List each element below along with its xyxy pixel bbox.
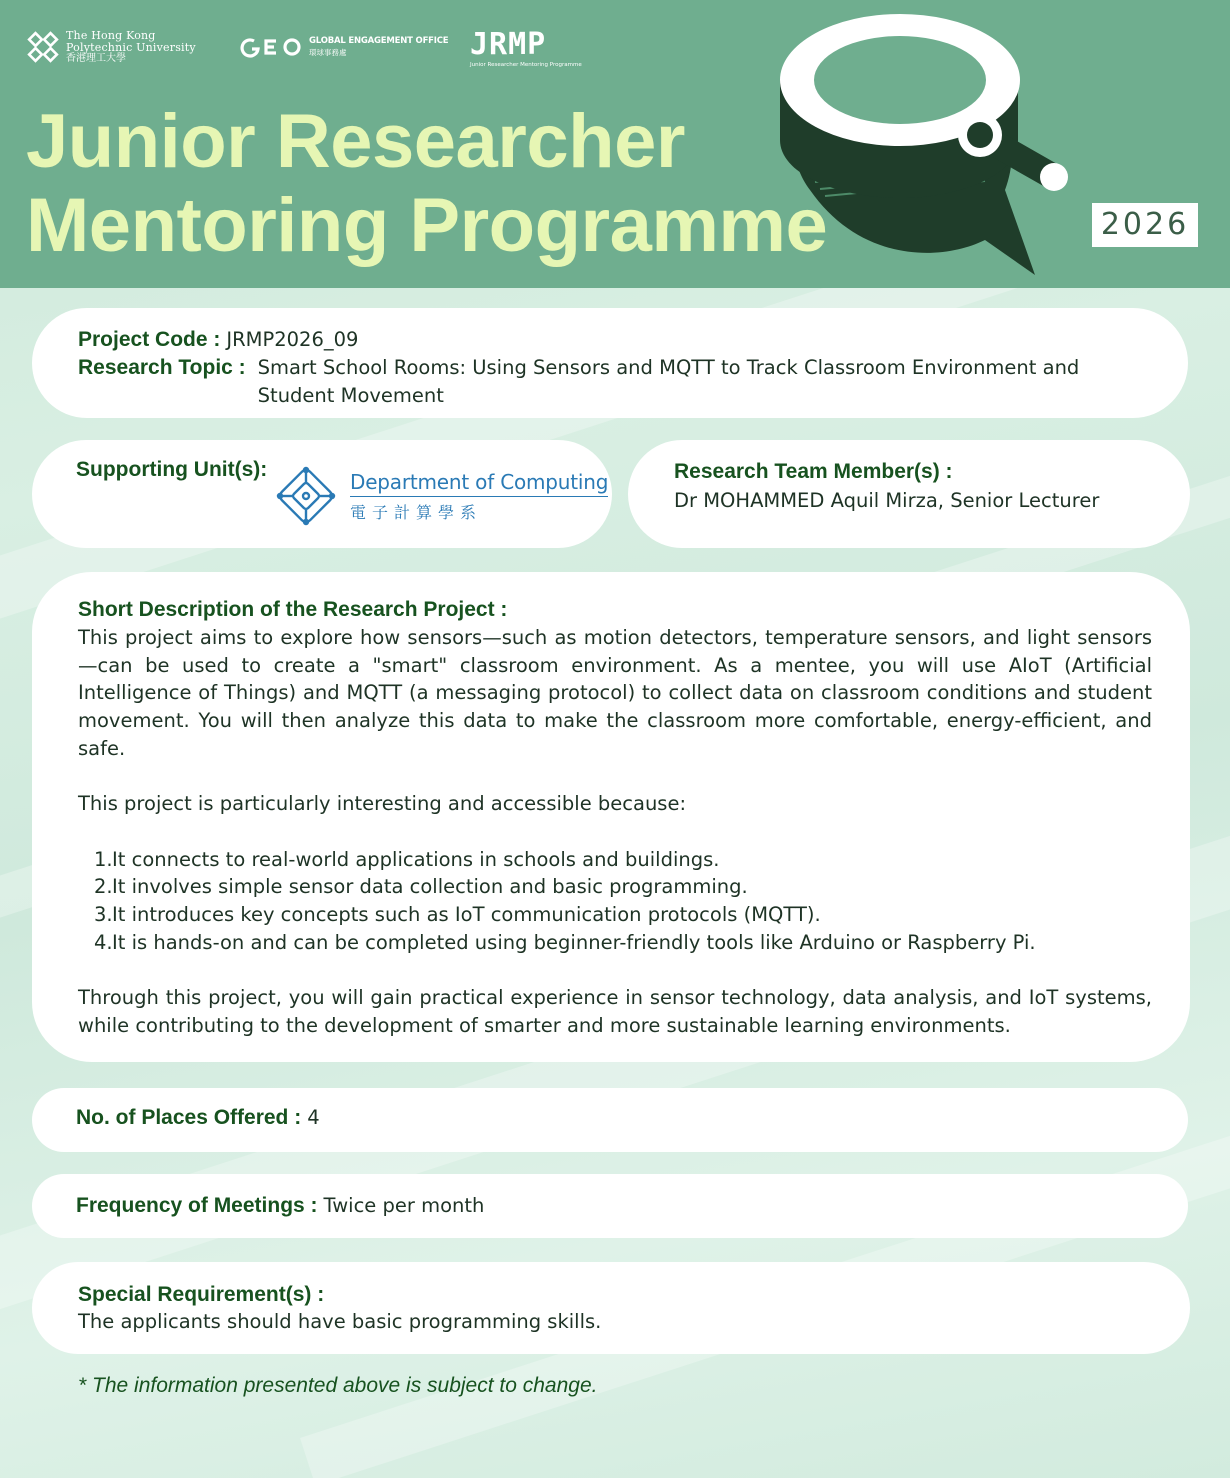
project-code-value: JRMP2026_09 — [226, 328, 359, 351]
geo-logo — [240, 34, 448, 60]
description-paragraph-3: Through this project, you will gain practical experience in sensor technology, data analysis, and IoT systems, while contributing to the development of smarter and more sustainable learning environments. — [78, 986, 1152, 1037]
disclaimer: * The information presented above is subject to change. — [78, 1374, 598, 1397]
description-body — [78, 624, 1152, 1040]
special-requirements-value: The applicants should have basic programming skills. — [78, 1310, 602, 1333]
special-requirements-card — [32, 1262, 1190, 1354]
research-team-value: Dr MOHAMMED Aquil Mirza, Senior Lecturer — [674, 489, 1100, 512]
project-card — [32, 308, 1188, 418]
header-banner — [0, 0, 1230, 288]
circuit-chip-icon — [272, 462, 340, 530]
meeting-frequency-label: Frequency of Meetings : — [76, 1194, 318, 1217]
benefits-list — [94, 846, 1152, 957]
department-logo — [272, 462, 608, 530]
description-card — [32, 572, 1190, 1062]
department-name-chinese: 電子計算學系 — [350, 502, 483, 522]
description-paragraph-2: This project is particularly interesting and accessible because: — [78, 792, 687, 816]
list-item: 3. It introduces key concepts such as IoT communication protocols (MQTT). — [94, 903, 821, 926]
list-item: 1. It connects to real-world applications in schools and buildings. — [94, 847, 720, 871]
polyu-name-line1: The Hong Kong — [66, 29, 156, 42]
jrmp-fullname: Junior Researcher Mentoring Programme — [470, 62, 582, 68]
places-offered-value: 4 — [307, 1106, 320, 1129]
jrmp-logo — [470, 27, 582, 68]
polyu-diamond-icon — [26, 30, 60, 64]
page-title — [26, 100, 827, 268]
special-requirements-label: Special Requirement(s) : — [78, 1283, 325, 1306]
supporting-unit-label: Supporting Unit(s): — [76, 458, 268, 481]
meeting-frequency-card — [32, 1174, 1188, 1238]
research-team-card — [628, 440, 1190, 548]
list-item: 4. It is hands-on and can be completed using beginner-friendly tools like Arduino or Raspberry Pi. — [94, 930, 1036, 954]
research-team-label: Research Team Member(s) : — [674, 460, 953, 483]
meeting-frequency-value: Twice per month — [323, 1194, 485, 1217]
polyu-name-line2: Polytechnic University — [66, 40, 196, 54]
research-topic-value: Smart School Rooms: Using Sensors and MQTT to Track Classroom Environment and Student Movement — [257, 356, 1080, 407]
department-name-english: Department of Computing — [350, 470, 608, 497]
description-label: Short Description of the Research Project : — [78, 598, 508, 621]
places-offered-card — [32, 1088, 1188, 1152]
geo-logomark-icon — [240, 34, 304, 60]
research-topic-label: Research Topic : — [78, 356, 246, 379]
places-offered-label: No. of Places Offered : — [76, 1106, 302, 1129]
page-title-line2: Mentoring Programme — [26, 183, 828, 268]
list-item: 2. It involves simple sensor data collection and basic programming. — [94, 875, 748, 899]
geo-name-english: GLOBAL ENGAGEMENT OFFICE — [309, 36, 449, 46]
project-code-label: Project Code : — [78, 328, 221, 351]
polyu-logo — [26, 30, 196, 65]
page-title-line1: Junior Researcher — [26, 99, 685, 184]
year-badge: 2026 — [1092, 203, 1198, 247]
geo-name-chinese: 環球事務處 — [309, 48, 347, 57]
jrmp-acronym: JRMP — [470, 27, 547, 62]
description-paragraph-1: This project aims to explore how sensors—such as motion detectors, temperature sensors, and light sensors—can be used to create a "smart" classroom environment. As a mentee, you will use AIoT (Artificial Intelligence of Things) and MQTT (a messaging protocol) to collect data on classroom conditions and student movement. You will then analyze this data to make the classroom more comfortable, energy-efficient, and safe. — [78, 626, 1152, 760]
polyu-name-chinese: 香港理工大學 — [66, 53, 126, 65]
